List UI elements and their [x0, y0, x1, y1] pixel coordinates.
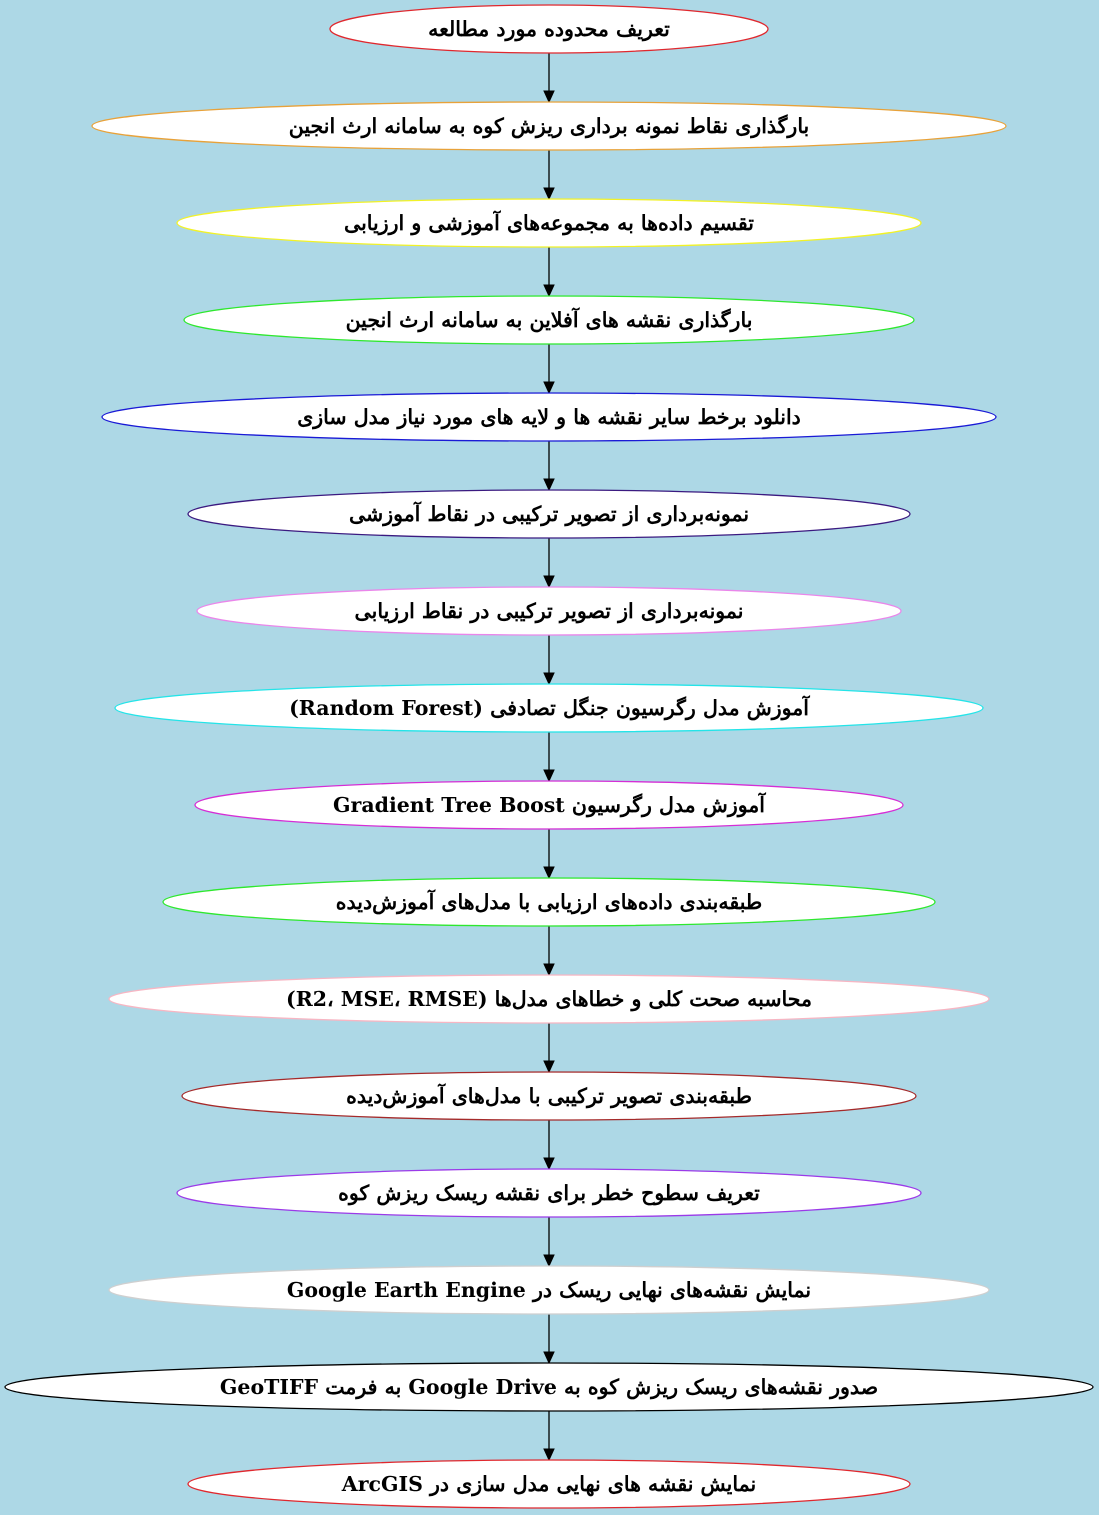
flow-node: [109, 1266, 989, 1314]
flow-node-label: محاسبه صحت کلی و خطاهای مدل‌ها (R2، MSE، RMSE): [286, 987, 812, 1011]
edge-arrowhead: [544, 576, 554, 587]
flow-node-label: طبقه‌بندی تصویر ترکیبی با مدل‌های آموزش‌دیده: [346, 1084, 752, 1108]
flow-node-label: تعریف سطوح خطر برای نقشه ریسک ریزش کوه: [338, 1181, 760, 1205]
flow-node-label: بارگذاری نقاط نمونه برداری ریزش کوه به سامانه ارث انجین: [288, 114, 810, 138]
flow-node: [109, 975, 989, 1023]
flow-node: [188, 1460, 910, 1508]
flow-node-label: بارگذاری نقشه های آفلاین به سامانه ارث انجین: [345, 308, 753, 332]
flow-node: [195, 781, 903, 829]
flow-node-label: نمایش نقشه های نهایی مدل سازی در ArcGIS: [341, 1472, 757, 1496]
flow-node: [184, 296, 914, 344]
flow-node-label: نمایش نقشه‌های نهایی ریسک در Google Earth Engine: [286, 1278, 812, 1302]
flow-node: [92, 102, 1006, 150]
flow-node-label: آموزش مدل رگرسیون جنگل تصادفی (Random Forest): [289, 696, 809, 720]
flow-node: [182, 1072, 916, 1120]
edge-arrowhead: [544, 91, 554, 102]
edge-arrowhead: [544, 188, 554, 199]
edge-arrowhead: [544, 1061, 554, 1072]
edge-arrowhead: [544, 1352, 554, 1363]
flow-node-label: نمونه‌برداری از تصویر ترکیبی در نقاط ارزیابی: [354, 599, 744, 623]
flow-node-label: نمونه‌برداری از تصویر ترکیبی در نقاط آموزشی: [348, 502, 750, 526]
edge-arrowhead: [544, 964, 554, 975]
edge-arrowhead: [544, 479, 554, 490]
flowchart-edges: [544, 53, 554, 1460]
edge-arrowhead: [544, 1255, 554, 1266]
edge-arrowhead: [544, 770, 554, 781]
flow-node: [197, 587, 901, 635]
flow-node: [5, 1363, 1093, 1411]
edge-arrowhead: [544, 382, 554, 393]
edge-arrowhead: [544, 285, 554, 296]
edge-arrowhead: [544, 867, 554, 878]
flow-node-label: آموزش مدل رگرسیون Gradient Tree Boost: [333, 793, 765, 817]
flow-node: [177, 199, 921, 247]
flow-node: [102, 393, 996, 441]
flow-node-label: دانلود برخط سایر نقشه ها و لایه های مورد نیاز مدل سازی: [297, 405, 801, 429]
flow-node-label: طبقه‌بندی داده‌های ارزیابی با مدل‌های آموزش‌دیده: [335, 890, 763, 914]
flow-node: [330, 5, 768, 53]
flow-node: [188, 490, 910, 538]
edge-arrowhead: [544, 1449, 554, 1460]
flow-node: [177, 1169, 921, 1217]
flow-node-label: تقسیم داده‌ها به مجموعه‌های آموزشی و ارزیابی: [343, 211, 755, 235]
edge-arrowhead: [544, 673, 554, 684]
flow-node: [115, 684, 983, 732]
edge-arrowhead: [544, 1158, 554, 1169]
flow-node-label: صدور نقشه‌های ریسک ریزش کوه به Google Drive به فرمت GeoTIFF: [219, 1375, 879, 1399]
flow-node: [163, 878, 935, 926]
flow-node-label: تعریف محدوده مورد مطالعه: [428, 17, 670, 41]
